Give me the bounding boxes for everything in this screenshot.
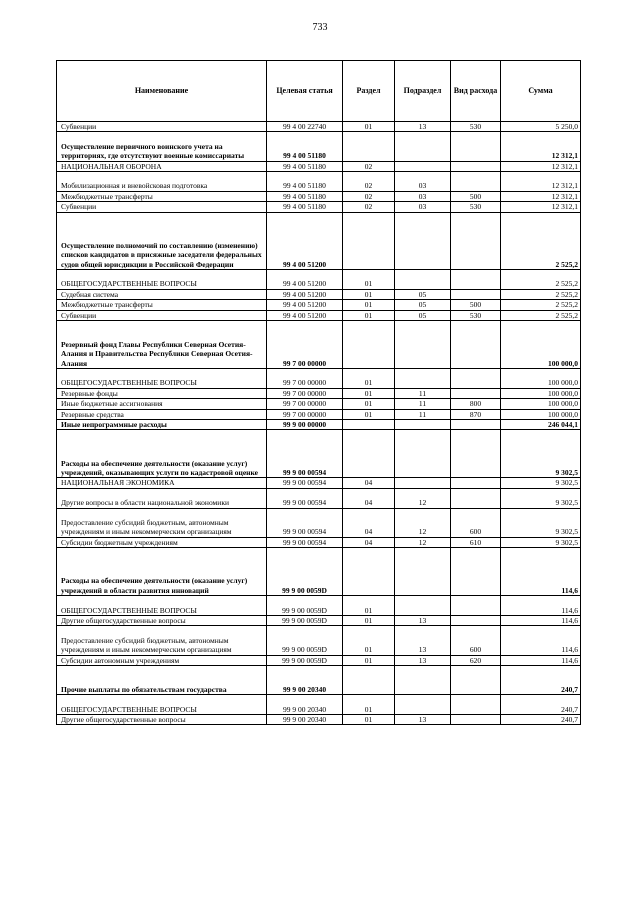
row-name: Осуществление полномочий по составлению (изменению) списков кандидатов в присяжные заседатели федеральных судов общей юрисдикции в Российской Федерации <box>57 212 267 269</box>
table-row <box>57 212 581 269</box>
row-section: 01 <box>343 626 395 655</box>
row-expense-type <box>451 420 501 430</box>
row-section: 02 <box>343 191 395 201</box>
row-name: Иные непрограммные расходы <box>57 420 267 430</box>
row-subsection <box>395 478 451 488</box>
row-subsection <box>395 548 451 596</box>
row-amount: 246 044,1 <box>501 420 581 430</box>
row-target-article: 99 4 00 51200 <box>267 289 343 299</box>
row-expense-type: 800 <box>451 399 501 409</box>
row-subsection <box>395 132 451 161</box>
row-target-article: 99 7 00 00000 <box>267 321 343 369</box>
row-subsection <box>395 420 451 430</box>
row-name: Субсидии бюджетным учреждениям <box>57 537 267 547</box>
row-subsection: 13 <box>395 122 451 132</box>
row-amount: 100 000,0 <box>501 369 581 389</box>
row-expense-type <box>451 478 501 488</box>
table-row <box>57 289 581 299</box>
row-name: Мобилизационная и вневойсковая подготовка <box>57 172 267 192</box>
row-name: Межбюджетные трансферты <box>57 191 267 201</box>
row-name: Межбюджетные трансферты <box>57 300 267 310</box>
row-expense-type: 500 <box>451 300 501 310</box>
row-amount: 114,6 <box>501 655 581 665</box>
row-target-article: 99 9 00 20340 <box>267 666 343 695</box>
table-row <box>57 300 581 310</box>
row-section: 01 <box>343 289 395 299</box>
row-name: Иные бюджетные ассигнования <box>57 399 267 409</box>
table-row <box>57 715 581 725</box>
row-name: Другие вопросы в области национальной экономики <box>57 488 267 508</box>
row-expense-type <box>451 270 501 290</box>
table-row <box>57 122 581 132</box>
header-expense-type: Вид расхода <box>451 61 501 122</box>
row-amount: 114,6 <box>501 616 581 626</box>
row-expense-type: 530 <box>451 202 501 212</box>
table-header-row <box>57 61 581 122</box>
table-row <box>57 537 581 547</box>
row-name: НАЦИОНАЛЬНАЯ ОБОРОНА <box>57 161 267 171</box>
row-section: 01 <box>343 369 395 389</box>
row-expense-type <box>451 666 501 695</box>
row-target-article: 99 7 00 00000 <box>267 369 343 389</box>
row-name: ОБЩЕГОСУДАРСТВЕННЫЕ ВОПРОСЫ <box>57 596 267 616</box>
row-subsection: 05 <box>395 289 451 299</box>
row-target-article: 99 9 00 00000 <box>267 420 343 430</box>
row-section <box>343 666 395 695</box>
row-subsection: 03 <box>395 202 451 212</box>
row-subsection: 12 <box>395 488 451 508</box>
row-section: 01 <box>343 596 395 616</box>
row-subsection: 05 <box>395 300 451 310</box>
row-name: Предоставление субсидий бюджетным, автономным учреждениям и иным некоммерческим организациям <box>57 626 267 655</box>
row-subsection: 03 <box>395 172 451 192</box>
row-expense-type <box>451 321 501 369</box>
header-target-article: Целевая статья <box>267 61 343 122</box>
table-row <box>57 132 581 161</box>
row-name: Расходы на обеспечение деятельности (оказание услуг) учреждений, оказывающих услуги по кадастровой оценке <box>57 430 267 478</box>
row-name: Субсидии автономным учреждениям <box>57 655 267 665</box>
row-subsection <box>395 430 451 478</box>
row-amount: 100 000,0 <box>501 409 581 419</box>
row-subsection <box>395 369 451 389</box>
row-amount: 12 312,1 <box>501 191 581 201</box>
row-target-article: 99 4 00 51180 <box>267 132 343 161</box>
row-section: 01 <box>343 715 395 725</box>
row-target-article: 99 4 00 22740 <box>267 122 343 132</box>
row-target-article: 99 4 00 51180 <box>267 172 343 192</box>
row-target-article: 99 9 00 0059D <box>267 596 343 616</box>
row-section: 01 <box>343 695 395 715</box>
table-row <box>57 270 581 290</box>
table-body <box>57 122 581 725</box>
row-subsection <box>395 321 451 369</box>
row-target-article: 99 9 00 0059D <box>267 626 343 655</box>
row-section: 01 <box>343 310 395 320</box>
table-row <box>57 202 581 212</box>
budget-table <box>56 60 581 725</box>
table-row <box>57 666 581 695</box>
table-row <box>57 430 581 478</box>
row-subsection: 13 <box>395 655 451 665</box>
row-amount: 240,7 <box>501 666 581 695</box>
row-subsection <box>395 270 451 290</box>
row-expense-type <box>451 596 501 616</box>
row-section: 01 <box>343 616 395 626</box>
row-section: 04 <box>343 508 395 537</box>
row-amount: 114,6 <box>501 548 581 596</box>
row-expense-type: 870 <box>451 409 501 419</box>
row-expense-type: 620 <box>451 655 501 665</box>
table-row <box>57 388 581 398</box>
row-amount: 100 000,0 <box>501 321 581 369</box>
row-amount: 9 302,5 <box>501 430 581 478</box>
table-row <box>57 369 581 389</box>
row-amount: 2 525,2 <box>501 300 581 310</box>
row-subsection: 05 <box>395 310 451 320</box>
row-subsection: 13 <box>395 616 451 626</box>
row-target-article: 99 4 00 51200 <box>267 212 343 269</box>
row-name: Другие общегосударственные вопросы <box>57 616 267 626</box>
row-name: ОБЩЕГОСУДАРСТВЕННЫЕ ВОПРОСЫ <box>57 369 267 389</box>
row-name: НАЦИОНАЛЬНАЯ ЭКОНОМИКА <box>57 478 267 488</box>
row-target-article: 99 4 00 51180 <box>267 191 343 201</box>
row-section: 01 <box>343 409 395 419</box>
row-section: 02 <box>343 172 395 192</box>
row-section <box>343 548 395 596</box>
row-amount: 9 302,5 <box>501 478 581 488</box>
row-target-article: 99 4 00 51200 <box>267 300 343 310</box>
row-subsection <box>395 161 451 171</box>
row-amount: 5 250,0 <box>501 122 581 132</box>
row-expense-type <box>451 616 501 626</box>
row-amount: 12 312,1 <box>501 202 581 212</box>
row-target-article: 99 7 00 00000 <box>267 388 343 398</box>
row-section: 01 <box>343 270 395 290</box>
row-name: Резервные фонды <box>57 388 267 398</box>
row-section <box>343 430 395 478</box>
row-section: 01 <box>343 388 395 398</box>
row-expense-type: 600 <box>451 508 501 537</box>
row-target-article: 99 4 00 51180 <box>267 202 343 212</box>
row-name: Субвенции <box>57 202 267 212</box>
row-section: 01 <box>343 300 395 310</box>
row-section <box>343 132 395 161</box>
row-subsection <box>395 666 451 695</box>
row-expense-type: 600 <box>451 626 501 655</box>
table-row <box>57 321 581 369</box>
row-expense-type <box>451 132 501 161</box>
row-section: 01 <box>343 655 395 665</box>
row-expense-type <box>451 715 501 725</box>
table-row <box>57 409 581 419</box>
row-target-article: 99 4 00 51200 <box>267 310 343 320</box>
row-amount: 9 302,5 <box>501 488 581 508</box>
row-expense-type <box>451 695 501 715</box>
row-subsection <box>395 695 451 715</box>
table-row <box>57 172 581 192</box>
row-expense-type <box>451 548 501 596</box>
row-expense-type <box>451 488 501 508</box>
row-expense-type <box>451 369 501 389</box>
table-row <box>57 548 581 596</box>
row-expense-type <box>451 161 501 171</box>
header-amount: Сумма <box>501 61 581 122</box>
table-row <box>57 488 581 508</box>
row-section: 04 <box>343 478 395 488</box>
row-expense-type: 530 <box>451 122 501 132</box>
row-expense-type <box>451 172 501 192</box>
row-name: ОБЩЕГОСУДАРСТВЕННЫЕ ВОПРОСЫ <box>57 270 267 290</box>
row-name: ОБЩЕГОСУДАРСТВЕННЫЕ ВОПРОСЫ <box>57 695 267 715</box>
row-target-article: 99 9 00 00594 <box>267 488 343 508</box>
table-row <box>57 596 581 616</box>
row-amount: 12 312,1 <box>501 132 581 161</box>
row-expense-type <box>451 289 501 299</box>
row-target-article: 99 9 00 00594 <box>267 478 343 488</box>
row-amount: 114,6 <box>501 626 581 655</box>
row-section: 04 <box>343 488 395 508</box>
row-subsection <box>395 596 451 616</box>
row-section: 01 <box>343 399 395 409</box>
table-row <box>57 310 581 320</box>
row-expense-type: 530 <box>451 310 501 320</box>
table-row <box>57 626 581 655</box>
row-target-article: 99 9 00 00594 <box>267 508 343 537</box>
row-target-article: 99 9 00 0059D <box>267 548 343 596</box>
row-name: Субвенции <box>57 310 267 320</box>
header-subsection: Подраздел <box>395 61 451 122</box>
row-amount: 240,7 <box>501 695 581 715</box>
row-target-article: 99 9 00 0059D <box>267 655 343 665</box>
row-amount: 100 000,0 <box>501 388 581 398</box>
header-name: Наименование <box>57 61 267 122</box>
row-section: 04 <box>343 537 395 547</box>
table-row <box>57 399 581 409</box>
row-subsection: 13 <box>395 715 451 725</box>
row-expense-type <box>451 388 501 398</box>
row-expense-type: 500 <box>451 191 501 201</box>
row-amount: 114,6 <box>501 596 581 616</box>
table-row <box>57 616 581 626</box>
row-name: Прочие выплаты по обязательствам государства <box>57 666 267 695</box>
row-amount: 2 525,2 <box>501 212 581 269</box>
row-subsection: 13 <box>395 626 451 655</box>
row-target-article: 99 4 00 51180 <box>267 161 343 171</box>
table-row <box>57 191 581 201</box>
row-target-article: 99 9 00 0059D <box>267 616 343 626</box>
row-subsection: 11 <box>395 399 451 409</box>
row-amount: 9 302,5 <box>501 537 581 547</box>
row-name: Резервный фонд Главы Республики Северная Осетия-Алания и Правительства Республики Северная Осетия-Алания <box>57 321 267 369</box>
row-target-article: 99 7 00 00000 <box>267 399 343 409</box>
row-subsection: 11 <box>395 409 451 419</box>
row-name: Резервные средства <box>57 409 267 419</box>
row-subsection: 12 <box>395 537 451 547</box>
row-target-article: 99 9 00 20340 <box>267 695 343 715</box>
row-amount: 2 525,2 <box>501 270 581 290</box>
row-target-article: 99 9 00 00594 <box>267 430 343 478</box>
row-target-article: 99 4 00 51200 <box>267 270 343 290</box>
row-amount: 2 525,2 <box>501 289 581 299</box>
table-row <box>57 420 581 430</box>
table-row <box>57 161 581 171</box>
row-section: 02 <box>343 202 395 212</box>
table-row <box>57 508 581 537</box>
row-name: Расходы на обеспечение деятельности (оказание услуг) учреждений в области развития инноваций <box>57 548 267 596</box>
row-name: Предоставление субсидий бюджетным, автономным учреждениям и иным некоммерческим организациям <box>57 508 267 537</box>
row-amount: 12 312,1 <box>501 161 581 171</box>
row-name: Субвенции <box>57 122 267 132</box>
table-row <box>57 655 581 665</box>
row-target-article: 99 7 00 00000 <box>267 409 343 419</box>
row-amount: 9 302,5 <box>501 508 581 537</box>
row-section: 01 <box>343 122 395 132</box>
row-target-article: 99 9 00 00594 <box>267 537 343 547</box>
row-expense-type <box>451 430 501 478</box>
row-name: Осуществление первичного воинского учета на территориях, где отсутствуют военные комиссариаты <box>57 132 267 161</box>
row-amount: 240,7 <box>501 715 581 725</box>
page-number: 733 <box>312 22 328 33</box>
row-amount: 2 525,2 <box>501 310 581 320</box>
table-row <box>57 695 581 715</box>
row-amount: 12 312,1 <box>501 172 581 192</box>
table-row <box>57 478 581 488</box>
row-target-article: 99 9 00 20340 <box>267 715 343 725</box>
header-section: Раздел <box>343 61 395 122</box>
row-expense-type: 610 <box>451 537 501 547</box>
row-name: Судебная система <box>57 289 267 299</box>
row-subsection: 11 <box>395 388 451 398</box>
row-subsection <box>395 212 451 269</box>
row-subsection: 03 <box>395 191 451 201</box>
row-section <box>343 212 395 269</box>
row-subsection: 12 <box>395 508 451 537</box>
row-name: Другие общегосударственные вопросы <box>57 715 267 725</box>
row-section <box>343 321 395 369</box>
row-section: 02 <box>343 161 395 171</box>
row-expense-type <box>451 212 501 269</box>
row-section <box>343 420 395 430</box>
row-amount: 100 000,0 <box>501 399 581 409</box>
